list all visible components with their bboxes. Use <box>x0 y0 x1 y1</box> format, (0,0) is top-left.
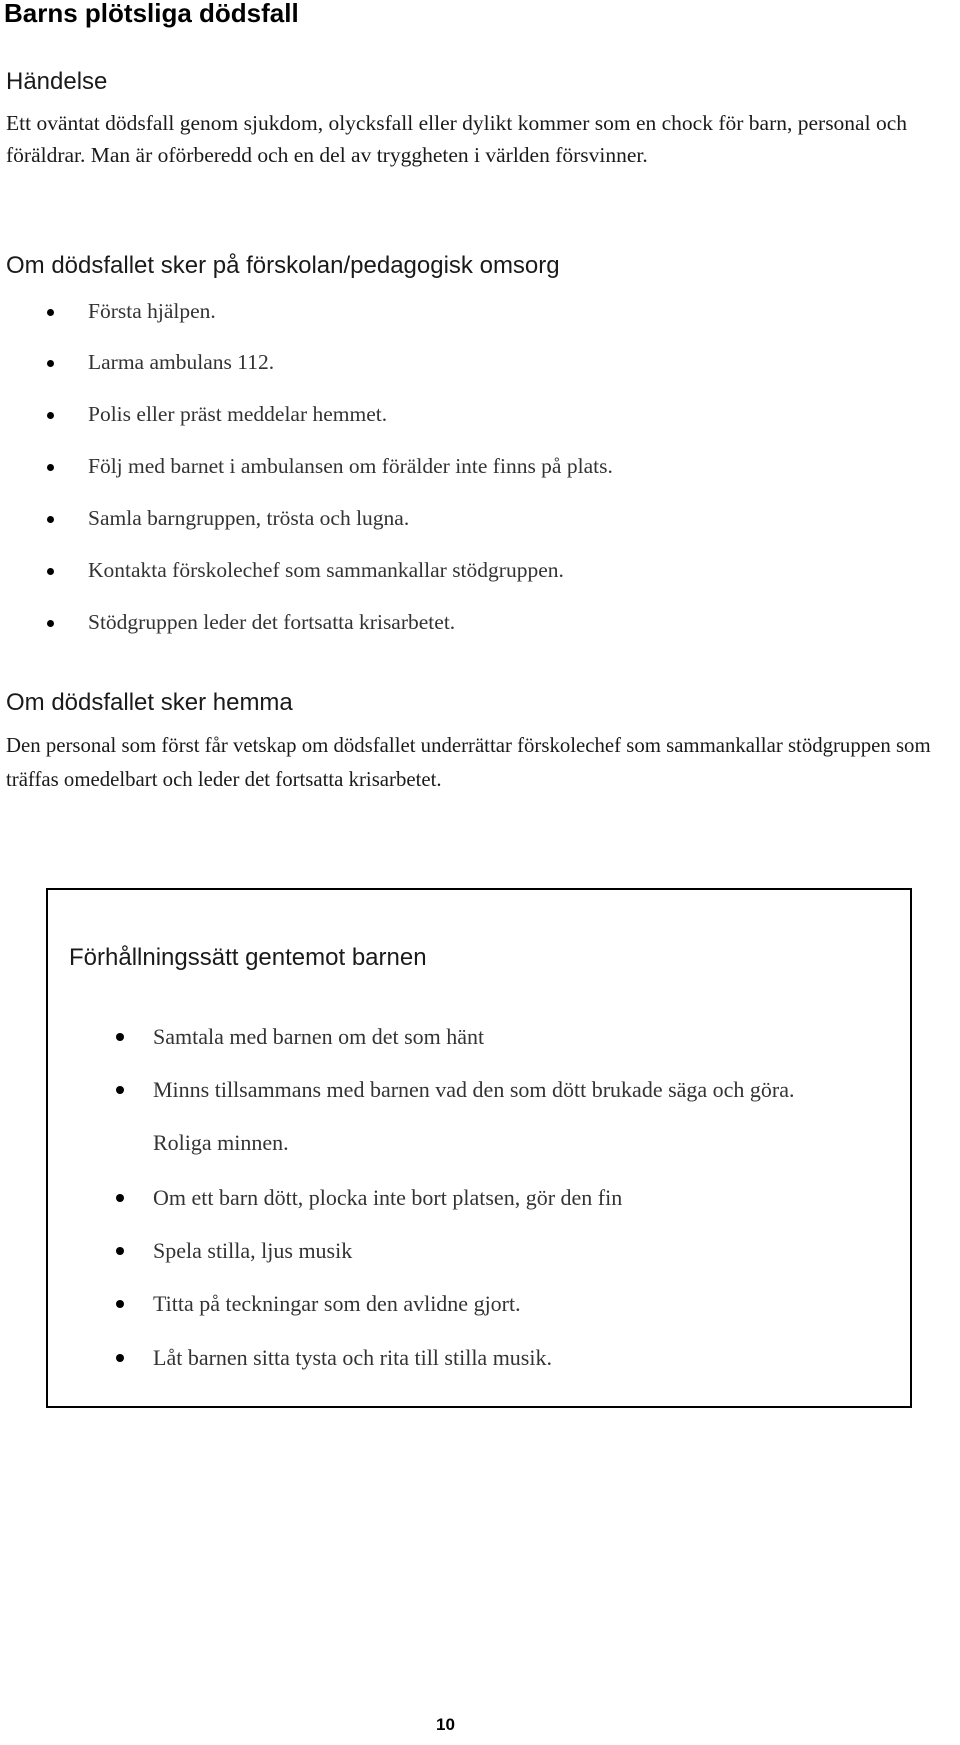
list-item-text: Minns tillsammans med barnen vad den som dött brukade säga och göra. Roliga minnen. <box>153 1077 795 1155</box>
bullet-icon <box>47 620 54 627</box>
list-item <box>48 1277 808 1330</box>
list-item-text: Första hjälpen. <box>88 299 216 323</box>
approach-box <box>46 888 912 1408</box>
event-paragraph: Ett oväntat dödsfall genom sjukdom, olycksfall eller dylikt kommer som en chock för barn, personal och föräldrar. Man är oförberedd och en del av tryggheten i världen försvinner. <box>6 111 907 167</box>
section-heading-forskolan: Om dödsfallet sker på förskolan/pedagogisk omsorg <box>6 252 560 279</box>
bullet-icon <box>47 412 54 419</box>
list-item <box>48 1171 808 1224</box>
bullet-icon <box>47 309 54 316</box>
list-item-text: Spela stilla, ljus musik <box>153 1238 353 1263</box>
list-item-text: Samla barngruppen, trösta och lugna. <box>88 506 410 530</box>
list-item-text: Polis eller präst meddelar hemmet. <box>88 402 388 426</box>
bullet-icon <box>116 1033 124 1041</box>
bullet-icon <box>116 1086 124 1094</box>
box-title: Förhållningssätt gentemot barnen <box>69 944 427 971</box>
bullet-icon <box>47 464 54 471</box>
list-item-text: Kontakta förskolechef som sammankallar stödgruppen. <box>88 558 564 582</box>
bullet-icon <box>47 516 54 523</box>
list-item-text: Larma ambulans 112. <box>88 350 275 374</box>
list-item-text: Titta på teckningar som den avlidne gjort. <box>153 1291 521 1316</box>
list-item-text: Låt barnen sitta tysta och rita till stilla musik. <box>153 1345 552 1370</box>
section-heading-handelse: Händelse <box>6 68 108 95</box>
list-item-text: Samtala med barnen om det som hänt <box>153 1024 485 1049</box>
list-item <box>48 1224 808 1277</box>
home-paragraph: Den personal som först får vetskap om dödsfallet underrättar förskolechef som sammankallar stödgruppen som träffas omedelbart och leder det fortsatta krisarbetet. <box>6 734 931 791</box>
page-number: 10 <box>436 1715 455 1734</box>
page-title: Barns plötsliga dödsfall <box>4 0 299 28</box>
list-item-text: Stödgruppen leder det fortsatta krisarbetet. <box>88 610 456 634</box>
bullet-icon <box>116 1300 124 1308</box>
list-item-text: Följ med barnet i ambulansen om förälder inte finns på plats. <box>88 454 613 478</box>
list-item <box>48 1010 808 1063</box>
section-heading-hemma: Om dödsfallet sker hemma <box>6 689 293 716</box>
bullet-icon <box>47 568 54 575</box>
list-item <box>48 1331 808 1384</box>
bullet-icon <box>116 1354 124 1362</box>
bullet-icon <box>116 1194 124 1202</box>
bullet-icon <box>47 360 54 367</box>
list-item-text: Om ett barn dött, plocka inte bort platsen, gör den fin <box>153 1185 623 1210</box>
list-item <box>48 1063 808 1169</box>
bullet-icon <box>116 1247 124 1255</box>
